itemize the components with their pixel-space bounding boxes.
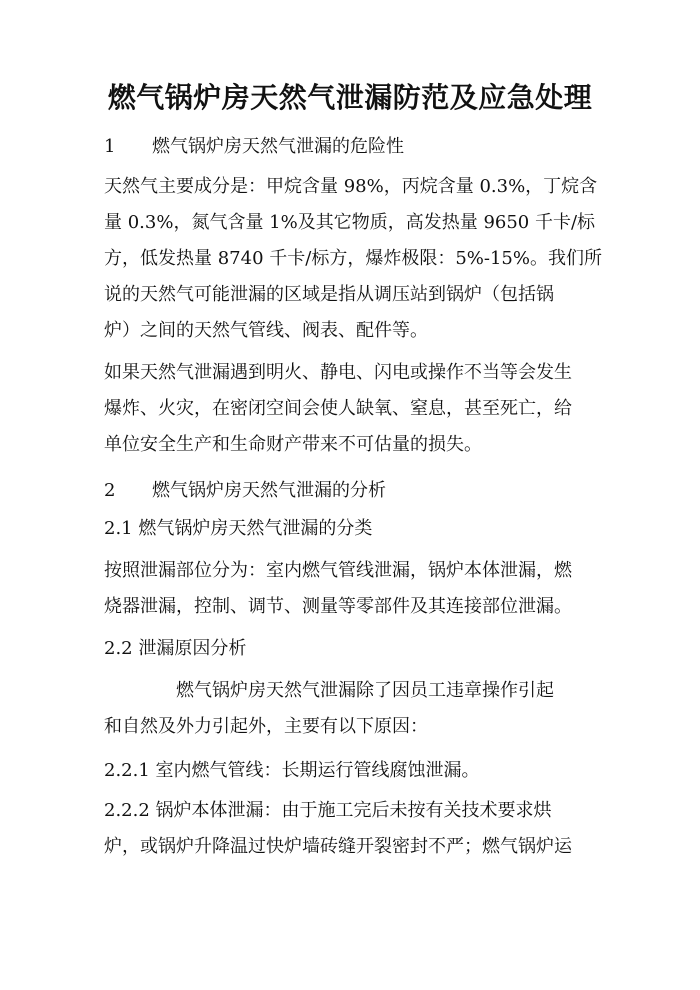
paragraph-3-line-1: 按照泄漏部位分为：室内燃气管线泄漏，锅炉本体泄漏，燃 [104,560,572,581]
paragraph-2-line-3: 单位安全生产和生命财产带来不可估量的损失。 [104,434,482,455]
paragraph-4-line-2: 和自然及外力引起外，主要有以下原因： [104,716,428,737]
paragraph-5-line-1: 2.2.2 锅炉本体泄漏：由于施工完后未按有关技术要求烘 [104,800,552,821]
paragraph-1-line-3: 方，低发热量 8740 千卡/标方，爆炸极限：5%-15%。我们所 [104,248,602,269]
section-1-heading [104,134,624,160]
paragraph-1-line-5: 炉）之间的天然气管线、阀表、配件等。 [104,320,428,341]
paragraph-2-line-1: 如果天然气泄漏遇到明火、静电、闪电或操作不当等会发生 [104,362,572,383]
paragraph-5-line-2: 炉，或锅炉升降温过快炉墙砖缝开裂密封不严；燃气锅炉运 [104,836,572,857]
section-2-1-heading: 2.1 燃气锅炉房天然气泄漏的分类 [104,518,373,539]
paragraph-1-line-4: 说的天然气可能泄漏的区域是指从调压站到锅炉（包括锅 [104,284,554,305]
section-1-number: 1 [104,136,116,157]
section-2-2-1-line: 2.2.1 室内燃气管线：长期运行管线腐蚀泄漏。 [104,760,480,781]
paragraph-4-line-1: 燃气锅炉房天然气泄漏除了因员工违章操作引起 [176,680,554,701]
section-2-title: 燃气锅炉房天然气泄漏的分析 [152,480,386,501]
section-2-heading [104,478,624,504]
paragraph-1-line-1: 天然气主要成分是：甲烷含量 98%，丙烷含量 0.3%，丁烷含 [104,176,598,197]
paragraph-2-line-2: 爆炸、火灾，在密闭空间会使人缺氧、窒息，甚至死亡，给 [104,398,572,419]
paragraph-3-line-2: 烧器泄漏，控制、调节、测量等零部件及其连接部位泄漏。 [104,596,572,617]
document-title: 燃气锅炉房天然气泄漏防范及应急处理 [107,81,593,114]
section-1-title: 燃气锅炉房天然气泄漏的危险性 [152,136,404,157]
section-2-number: 2 [104,480,116,501]
paragraph-1-line-2: 量 0.3%，氮气含量 1%及其它物质，高发热量 9650 千卡/标 [104,212,596,233]
section-2-2-heading: 2.2 泄漏原因分析 [104,638,247,659]
